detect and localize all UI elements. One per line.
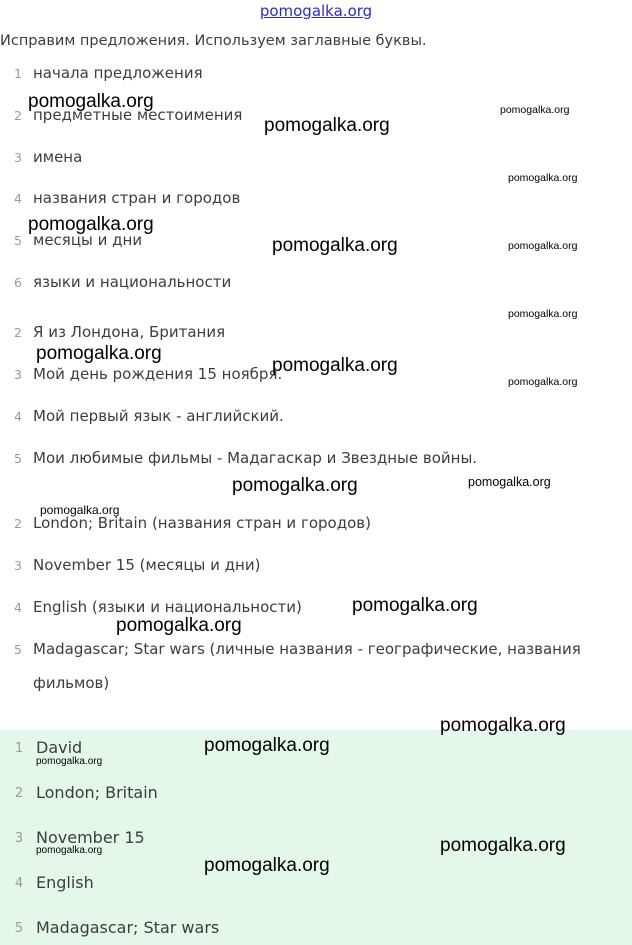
watermark: pomogalka.org [36,756,103,767]
item-text: начала предложения [33,64,203,82]
item-number: 4 [14,409,22,424]
item-text: названия стран и городов [33,189,241,207]
item-text: Мои любимые фильмы - Мадагаскар и Звездные войны. [33,449,478,467]
item-text: London; Britain [36,783,158,802]
item-text: Мой день рождения 15 ноября. [33,365,283,383]
item-number: 3 [14,150,22,165]
watermark: pomogalka.org [204,855,330,876]
item-text: месяцы и дни [33,231,143,249]
item-number: 3 [14,831,24,846]
watermark: pomogalka.org [468,475,551,489]
item-number: 5 [14,451,22,466]
item-number: 1 [14,66,22,81]
item-number: 5 [14,233,22,248]
item-number: 3 [14,558,22,573]
item-text: имена [33,148,83,166]
item-number: 4 [14,191,22,206]
item-text: David [36,738,83,757]
item-number: 4 [14,600,22,615]
item-text: Madagascar; Star wars (личные названия - географические, названия фильмов) [33,640,581,692]
item-text: предметные местоимения [33,106,243,124]
item-number: 2 [14,786,24,801]
item-text: Мой первый язык - английский. [33,407,284,425]
watermark: pomogalka.org [508,240,578,252]
watermark: pomogalka.org [508,308,578,320]
item-text: Madagascar; Star wars [36,918,220,937]
watermark: pomogalka.org [28,214,154,235]
watermark: pomogalka.org [264,115,390,136]
watermark: pomogalka.org [508,172,578,184]
item-text: языки и национальности [33,273,232,291]
watermark: pomogalka.org [40,503,120,517]
item-text: Я из Лондона, Британия [33,323,226,341]
item-number: 1 [14,741,24,756]
watermark: pomogalka.org [116,615,242,636]
watermark: pomogalka.org [440,835,566,856]
item-text: English [36,873,94,892]
item-text: London; Britain (названия стран и городов) [33,514,371,532]
watermark: pomogalka.org [36,343,162,364]
watermark: pomogalka.org [352,595,478,616]
item-number: 3 [14,367,22,382]
watermark: pomogalka.org [232,475,358,496]
item-number: 2 [14,516,22,531]
item-number: 5 [14,921,24,936]
watermark: pomogalka.org [500,104,570,116]
item-number: 6 [14,275,22,290]
item-number: 2 [14,108,22,123]
watermark: pomogalka.org [272,235,398,256]
item-number: 5 [14,642,22,657]
watermark: pomogalka.org [204,735,330,756]
item-text: November 15 [36,828,145,847]
watermark: pomogalka.org [36,845,103,856]
item-number: 4 [14,876,24,891]
site-header-link[interactable]: pomogalka.org [259,2,373,20]
item-text: English (языки и национальности) [33,598,302,616]
watermark: pomogalka.org [272,355,398,376]
item-number: 2 [14,325,22,340]
watermark: pomogalka.org [508,376,578,388]
task-intro: Исправим предложения. Используем заглавные буквы. [0,33,427,49]
watermark: pomogalka.org [440,715,566,736]
watermark: pomogalka.org [28,91,154,112]
item-text: November 15 (месяцы и дни) [33,556,261,574]
